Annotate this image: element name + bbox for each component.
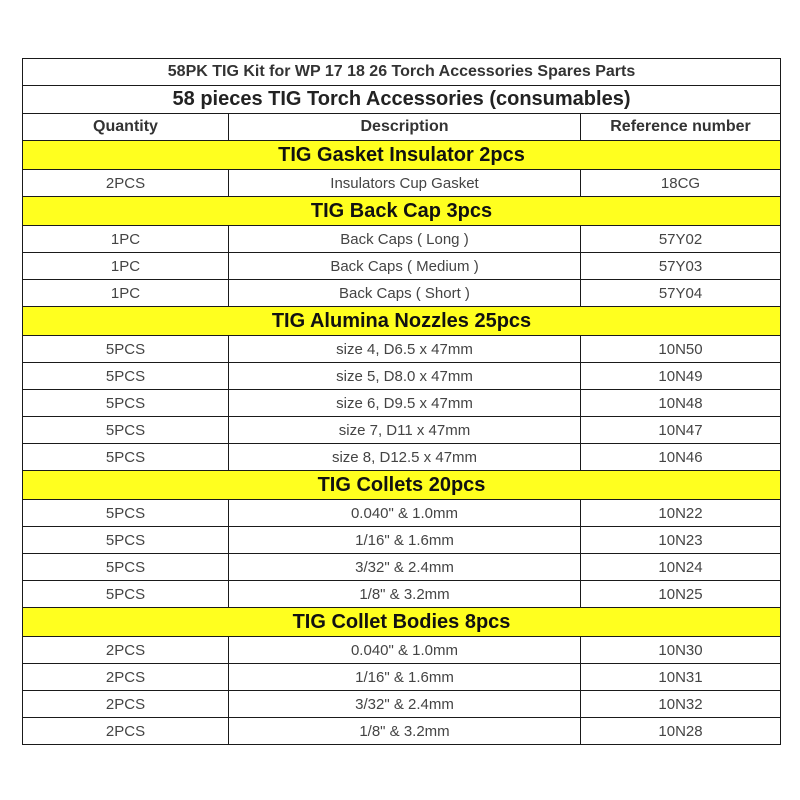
reference-cell: 10N50 xyxy=(581,336,781,363)
header-quantity: Quantity xyxy=(23,114,229,141)
table-row xyxy=(23,253,781,280)
description-cell: 1/16" & 1.6mm xyxy=(229,664,581,691)
reference-cell: 10N47 xyxy=(581,417,781,444)
header-row xyxy=(23,114,781,141)
table-row xyxy=(23,363,781,390)
description-cell: 0.040" & 1.0mm xyxy=(229,637,581,664)
section-header xyxy=(23,471,781,500)
quantity-cell: 1PC xyxy=(23,280,229,307)
description-cell: 1/16" & 1.6mm xyxy=(229,527,581,554)
description-cell: Back Caps ( Medium ) xyxy=(229,253,581,280)
quantity-cell: 2PCS xyxy=(23,637,229,664)
reference-cell: 10N28 xyxy=(581,718,781,745)
table-row xyxy=(23,554,781,581)
section-title: TIG Alumina Nozzles 25pcs xyxy=(23,307,781,336)
table-title: 58PK TIG Kit for WP 17 18 26 Torch Accessories Spares Parts xyxy=(23,59,781,86)
section-title: TIG Back Cap 3pcs xyxy=(23,197,781,226)
table-row xyxy=(23,390,781,417)
quantity-cell: 1PC xyxy=(23,253,229,280)
table-row xyxy=(23,336,781,363)
reference-cell: 57Y04 xyxy=(581,280,781,307)
description-cell: 0.040" & 1.0mm xyxy=(229,500,581,527)
section-header xyxy=(23,197,781,226)
table-row xyxy=(23,691,781,718)
reference-cell: 57Y02 xyxy=(581,226,781,253)
section-header xyxy=(23,141,781,170)
description-cell: 3/32" & 2.4mm xyxy=(229,691,581,718)
subtitle-row xyxy=(23,86,781,114)
description-cell: size 4, D6.5 x 47mm xyxy=(229,336,581,363)
table-row xyxy=(23,280,781,307)
description-cell: size 8, D12.5 x 47mm xyxy=(229,444,581,471)
table-row xyxy=(23,226,781,253)
section-header xyxy=(23,307,781,336)
table-row xyxy=(23,637,781,664)
description-cell: size 6, D9.5 x 47mm xyxy=(229,390,581,417)
table-row xyxy=(23,718,781,745)
quantity-cell: 5PCS xyxy=(23,417,229,444)
table-row xyxy=(23,581,781,608)
reference-cell: 18CG xyxy=(581,170,781,197)
quantity-cell: 2PCS xyxy=(23,170,229,197)
table-subtitle: 58 pieces TIG Torch Accessories (consumables) xyxy=(23,86,781,114)
header-reference: Reference number xyxy=(581,114,781,141)
description-cell: Insulators Cup Gasket xyxy=(229,170,581,197)
table-row xyxy=(23,664,781,691)
reference-cell: 10N32 xyxy=(581,691,781,718)
reference-cell: 10N46 xyxy=(581,444,781,471)
description-cell: Back Caps ( Short ) xyxy=(229,280,581,307)
reference-cell: 57Y03 xyxy=(581,253,781,280)
table-row xyxy=(23,417,781,444)
table-row xyxy=(23,444,781,471)
description-cell: Back Caps ( Long ) xyxy=(229,226,581,253)
reference-cell: 10N22 xyxy=(581,500,781,527)
description-cell: 1/8" & 3.2mm xyxy=(229,718,581,745)
quantity-cell: 5PCS xyxy=(23,581,229,608)
description-cell: size 7, D11 x 47mm xyxy=(229,417,581,444)
quantity-cell: 5PCS xyxy=(23,390,229,417)
quantity-cell: 5PCS xyxy=(23,554,229,581)
quantity-cell: 2PCS xyxy=(23,718,229,745)
accessories-table xyxy=(22,58,781,745)
reference-cell: 10N25 xyxy=(581,581,781,608)
reference-cell: 10N23 xyxy=(581,527,781,554)
table-row xyxy=(23,500,781,527)
reference-cell: 10N24 xyxy=(581,554,781,581)
description-cell: 3/32" & 2.4mm xyxy=(229,554,581,581)
section-title: TIG Collet Bodies 8pcs xyxy=(23,608,781,637)
table-row xyxy=(23,170,781,197)
title-row xyxy=(23,59,781,86)
description-cell: size 5, D8.0 x 47mm xyxy=(229,363,581,390)
quantity-cell: 1PC xyxy=(23,226,229,253)
reference-cell: 10N31 xyxy=(581,664,781,691)
table-row xyxy=(23,527,781,554)
quantity-cell: 2PCS xyxy=(23,664,229,691)
section-title: TIG Gasket Insulator 2pcs xyxy=(23,141,781,170)
quantity-cell: 5PCS xyxy=(23,500,229,527)
quantity-cell: 5PCS xyxy=(23,336,229,363)
section-title: TIG Collets 20pcs xyxy=(23,471,781,500)
description-cell: 1/8" & 3.2mm xyxy=(229,581,581,608)
reference-cell: 10N48 xyxy=(581,390,781,417)
reference-cell: 10N30 xyxy=(581,637,781,664)
section-header xyxy=(23,608,781,637)
reference-cell: 10N49 xyxy=(581,363,781,390)
header-description: Description xyxy=(229,114,581,141)
quantity-cell: 5PCS xyxy=(23,444,229,471)
quantity-cell: 5PCS xyxy=(23,363,229,390)
quantity-cell: 2PCS xyxy=(23,691,229,718)
quantity-cell: 5PCS xyxy=(23,527,229,554)
